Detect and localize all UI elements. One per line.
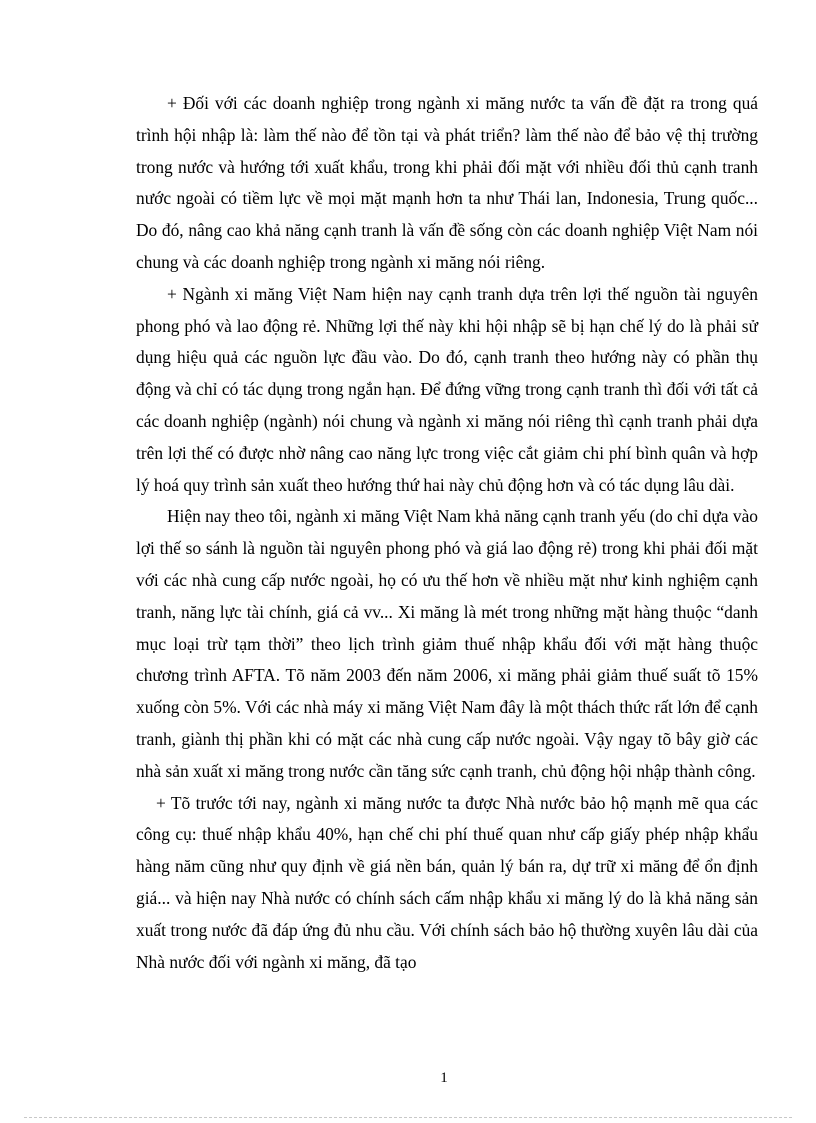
- paragraph-2: + Ngành xi măng Việt Nam hiện nay cạnh tranh dựa trên lợi thế nguồn tài nguyên phong phó và lao động rẻ. Những lợi thế này khi hội nhập sẽ bị hạn chế lý do là phải sử dụng hiệu quả các nguồn lực đầu vào. Do đó, cạnh tranh theo hướng này có phần thụ động và chỉ có tác dụng trong ngắn hạn. Để đứng vững trong cạnh tranh thì đối với tất cả các doanh nghiệp (ngành) nói chung và ngành xi măng nói riêng thì cạnh tranh phải dựa trên lợi thế có được nhờ nâng cao năng lực trong việc cắt giảm chi phí bình quân và hợp lý hoá quy trình sản xuất theo hướng thứ hai này chủ động hơn và có tác dụng lâu dài.: [136, 283, 758, 495]
- paragraph-1: + Đối với các doanh nghiệp trong ngành xi măng nước ta vấn đề đặt ra trong quá trình hội nhập là: làm thế nào để tồn tại và phát triển? làm thế nào để bảo vệ thị trường trong nước và hướng tới xuất khẩu, trong khi phải đối mặt với nhiều đối thủ cạnh tranh nước ngoài có tiềm lực về mọi mặt mạnh hơn ta như Thái lan, Indonesia, Trung quốc... Do đó, nâng cao khả năng cạnh tranh là vấn đề sống còn các doanh nghiệp Việt Nam nói chung và các doanh nghiệp trong ngành xi măng nói riêng.: [136, 93, 758, 272]
- page-number: 1: [440, 1070, 448, 1086]
- paragraph-3: Hiện nay theo tôi, ngành xi măng Việt Nam khả năng cạnh tranh yếu (do chỉ dựa vào lợi thế so sánh là nguồn tài nguyên phong phó và giá lao động rẻ) trong khi phải đối mặt với các nhà cung cấp nước ngoài, họ có ưu thế hơn về nhiều mặt như kinh nghiệm cạnh tranh, năng lực tài chính, giá cả vv... Xi măng là mét trong những mặt hàng thuộc “danh mục loại trừ tạm thời” theo lịch trình giảm thuế nhập khẩu đối với mặt hàng thuộc chương trình AFTA. Tõ năm 2003 đến năm 2006, xi măng phải giảm thuế suất tõ 15% xuống còn 5%. Với các nhà máy xi măng Việt Nam đây là một thách thức rất lớn để cạnh tranh, giành thị phần khi có mặt các nhà cung cấp nước ngoài. Vậy ngay tõ bây giờ các nhà sản xuất xi măng trong nước cần tăng sức cạnh tranh, chủ động hội nhập thành công.: [136, 506, 758, 781]
- document-body: [136, 88, 758, 978]
- paragraph-4: + Tõ trước tới nay, ngành xi măng nước ta được Nhà nước bảo hộ mạnh mẽ qua các công cụ: thuế nhập khẩu 40%, hạn chế chi phí thuế quan như cấp giấy phép nhập khẩu hàng năm cũng như quy định về giá nền bán, quản lý bán ra, dự trữ xi măng để ổn định giá... và hiện nay Nhà nước có chính sách cấm nhập khẩu xi măng lý do là khả năng sản xuất trong nước đã đáp ứng đủ nhu cầu. Với chính sách bảo hộ thường xuyên lâu dài của Nhà nước đối với ngành xi măng, đã tạo: [136, 792, 758, 972]
- page-bottom-divider: [24, 1117, 792, 1118]
